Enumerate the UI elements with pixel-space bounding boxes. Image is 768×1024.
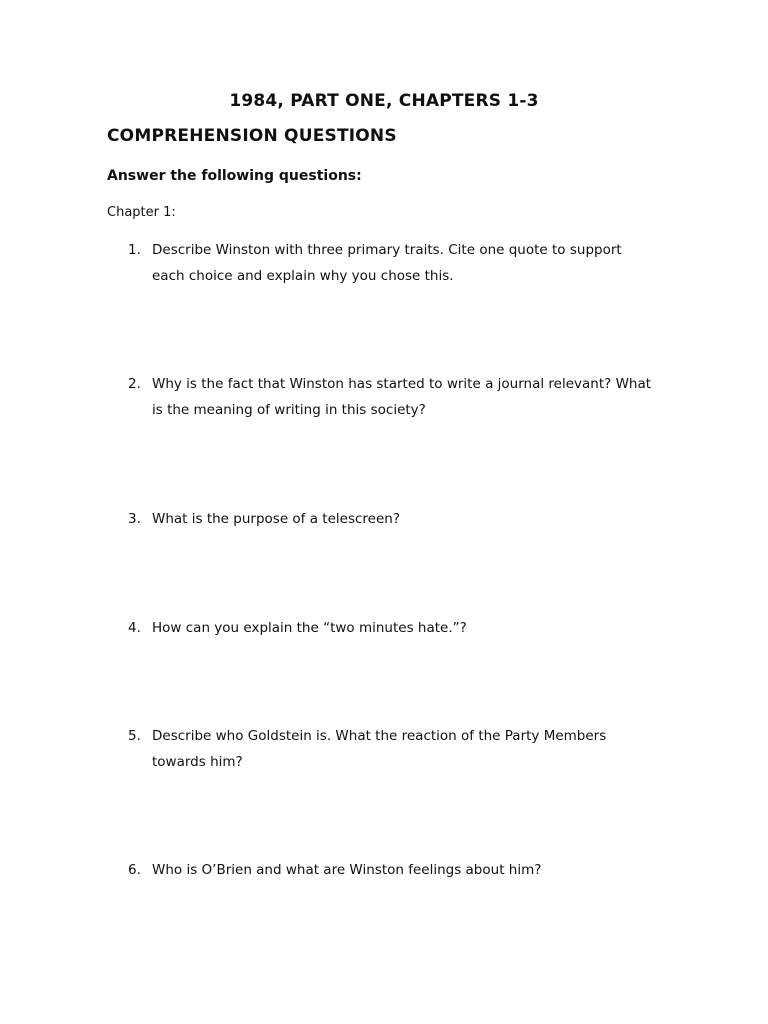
chapter-label: Chapter 1: xyxy=(107,205,176,220)
question-item xyxy=(128,857,658,883)
question-text: How can you explain the “two minutes hate.”? xyxy=(152,620,467,636)
question-item xyxy=(128,371,658,423)
question-number: 5. xyxy=(128,728,141,744)
question-text: Who is O’Brien and what are Winston feelings about him? xyxy=(152,862,542,878)
question-text: Why is the fact that Winston has started to write a journal relevant? What is the meaning of writing in this society? xyxy=(152,376,652,418)
question-number: 4. xyxy=(128,620,141,636)
question-number: 2. xyxy=(128,376,141,392)
document-subtitle: COMPREHENSION QUESTIONS xyxy=(107,126,397,146)
question-text: Describe who Goldstein is. What the reaction of the Party Members towards him? xyxy=(152,728,607,770)
instructions-text: Answer the following questions: xyxy=(107,168,362,184)
question-number: 6. xyxy=(128,862,141,878)
question-item xyxy=(128,723,658,775)
question-item xyxy=(128,506,658,532)
question-text: Describe Winston with three primary traits. Cite one quote to support each choice and explain why you chose this. xyxy=(152,242,622,284)
question-text: What is the purpose of a telescreen? xyxy=(152,511,400,527)
document-title: 1984, PART ONE, CHAPTERS 1-3 xyxy=(229,91,539,111)
question-number: 3. xyxy=(128,511,141,527)
question-item xyxy=(128,237,658,289)
question-item xyxy=(128,615,658,641)
question-number: 1. xyxy=(128,242,141,258)
